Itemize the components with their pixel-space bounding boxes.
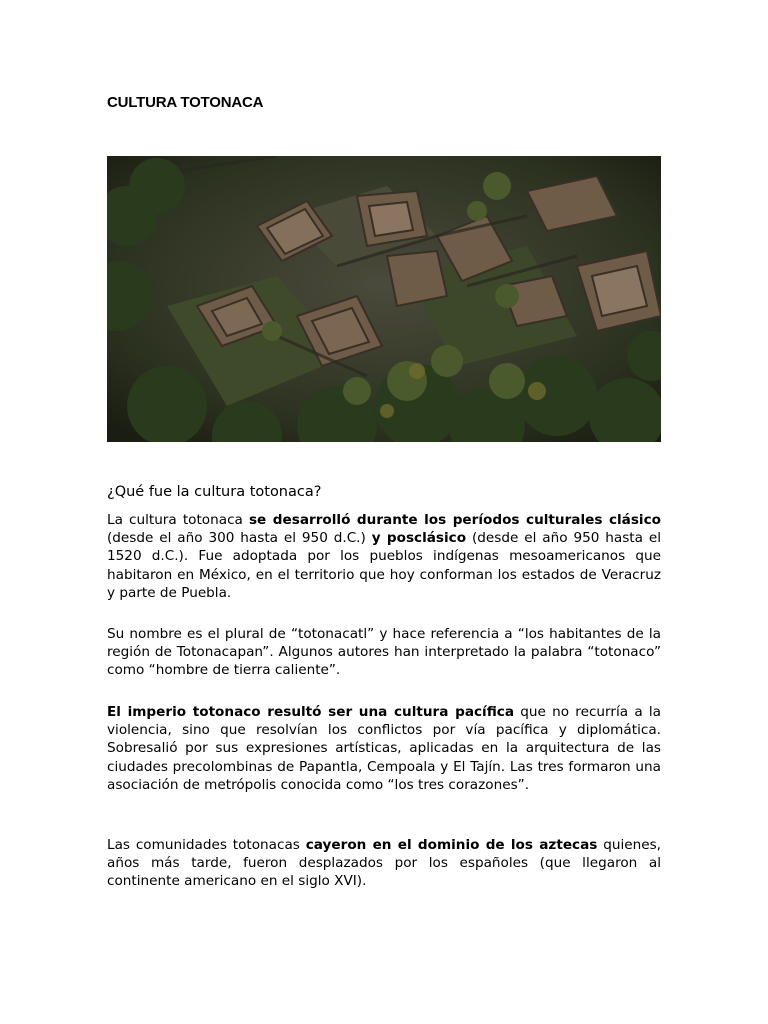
text-segment: que no recurría a la violencia, sino que resolvían los conflictos por vía pacífica y diplomática. Sobresalió por sus expresiones artísticas, aplicadas en la arquitectura de las ciudades precolombinas de Papantla, Cempoala y El Tajín. Las tres formaron una asociación de metrópolis conocida como “los tres corazones”. (107, 704, 661, 793)
bold-text-segment: se desarrolló durante los períodos culturales clásico (248, 512, 661, 528)
text-segment: (desde el año 300 hasta el 950 d.C.) (107, 530, 372, 547)
text-segment: Su nombre es el plural de “totonacatl” y hace referencia a “los habitantes de la región de Totonacapan”. Algunos autores han interpretado la palabra “totonaco” como “hombre de tierra caliente”. (107, 626, 661, 679)
section-heading: ¿Qué fue la cultura totonaca? (107, 484, 322, 500)
bold-text-segment: y posclásico (371, 530, 467, 547)
paragraph-periods (107, 511, 661, 602)
paragraph-name-origin (107, 625, 661, 680)
paragraph-aztec-domination (107, 836, 661, 891)
text-segment: (desde el año 950 hasta el 1520 d.C.). Fue adoptada por los pueblos indígenas mesoamericanos que habitaron en México, en el territorio que hoy conforman los estados de Veracruz y parte de Puebla. (107, 530, 661, 601)
aerial-ruins-photo (107, 156, 661, 442)
text-segment: quienes, años más tarde, fueron desplazados por los españoles (que llegaron al continente americano en el siglo XVI). (107, 837, 661, 890)
bold-text-segment: El imperio totonaco resultó ser una cultura pacífica (107, 704, 515, 720)
text-segment: La cultura totonaca (107, 512, 249, 528)
document-title: CULTURA TOTONACA (107, 94, 264, 111)
bold-text-segment: cayeron en el dominio de los aztecas (305, 837, 598, 853)
paragraph-pacific-empire (107, 703, 661, 794)
text-segment: Las comunidades totonacas (107, 837, 306, 853)
